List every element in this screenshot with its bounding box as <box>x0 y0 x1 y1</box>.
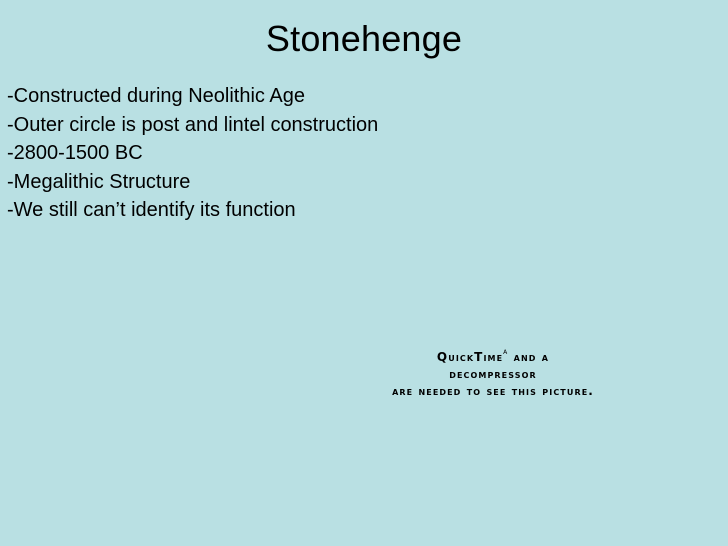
placeholder-and-text: and a <box>508 350 550 364</box>
slide-title: Stonehenge <box>265 18 463 59</box>
placeholder-line-2: decompressor <box>449 367 537 381</box>
placeholder-quicktime-text: QuickTime <box>436 350 504 364</box>
missing-picture-placeholder <box>388 349 598 400</box>
placeholder-superscript: a <box>503 347 509 356</box>
bullet-list <box>7 82 387 225</box>
bullet-item: -We still can’t identify its function <box>7 199 296 221</box>
placeholder-line-1 <box>388 349 598 366</box>
bullet-item: -2800-1500 BC <box>7 142 143 164</box>
placeholder-line-3: are needed to see this picture. <box>392 384 594 398</box>
bullet-item: -Outer circle is post and lintel construction <box>7 113 379 136</box>
bullet-item: -Constructed during Neolithic Age <box>7 85 305 107</box>
bullet-item: -Megalithic Structure <box>7 170 191 193</box>
